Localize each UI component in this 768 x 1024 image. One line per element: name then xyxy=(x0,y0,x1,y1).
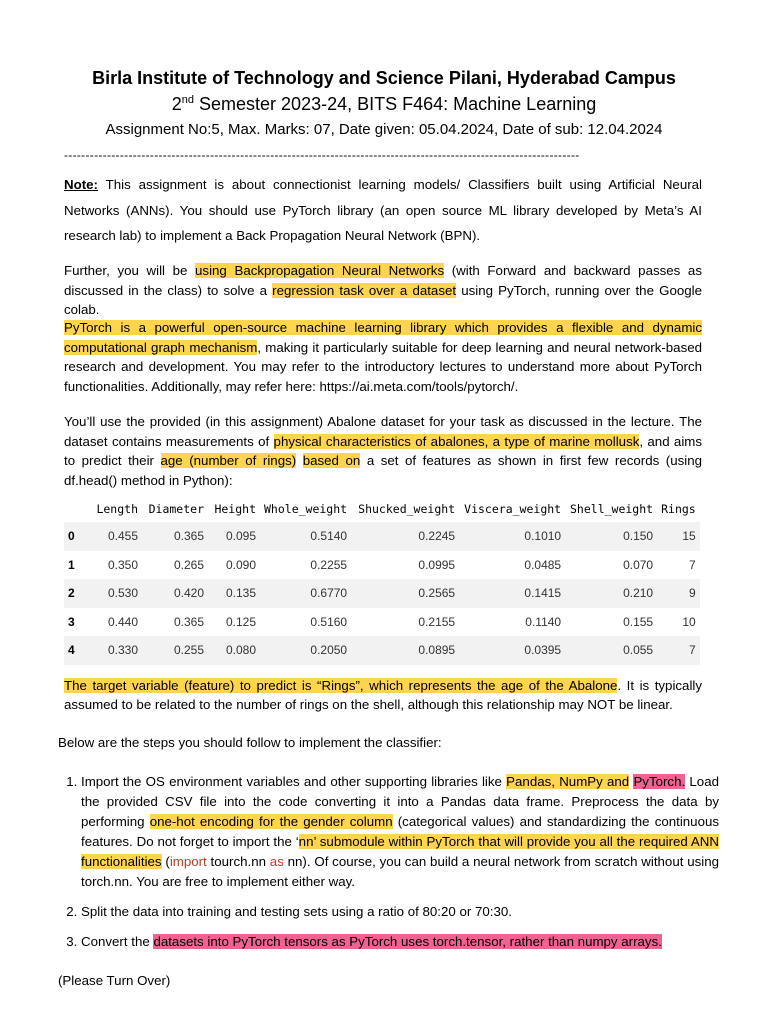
text-run: a set of features as shown in first few records (using df.head() method in Python): xyxy=(64,453,702,488)
text-run: , making it particularly suitable for deep learning and neural network-based research and development. You may refer to the introductory lectures to understand more about PyTorch functionalities. Additionally, may refer here: https://ai.meta.com/tools/pytorch/. xyxy=(64,339,703,394)
table-row xyxy=(64,608,700,637)
pytorch-paragraph xyxy=(64,318,702,396)
target-paragraph xyxy=(64,676,702,714)
course-line xyxy=(0,94,768,115)
table-cell: 0.265 xyxy=(173,557,204,572)
text-run: Convert the xyxy=(81,934,154,949)
text-run: Import the OS environment variables and other supporting libraries like xyxy=(81,774,507,789)
column-header: Diameter xyxy=(148,502,204,516)
table-cell: 0.440 xyxy=(107,614,138,629)
divider-rule: ------------------------------------------------------------------------------------------------------------------------ xyxy=(64,148,580,162)
highlight-pytorch: PyTorch is a powerful open-source machine learning library which provides a flexible and dynamic computational graph mechanism xyxy=(64,320,702,355)
table-cell: 0.5160 xyxy=(310,614,348,629)
keyword-import: import xyxy=(169,854,207,869)
table-cell: 7 xyxy=(657,636,700,665)
steps-intro: Below are the steps you should follow to implement the classifier: xyxy=(58,735,442,750)
row-index: 3 xyxy=(68,614,75,629)
highlight-one-hot: one-hot encoding for the gender column xyxy=(149,814,393,829)
table-cell: 0.1415 xyxy=(459,579,565,608)
table-row xyxy=(64,636,700,665)
table-cell: 0.255 xyxy=(142,636,208,665)
table-cell: 0.455 xyxy=(88,522,142,551)
row-index: 4 xyxy=(64,636,88,665)
text-run: (categorical values) and standardizing the continuous features. Do not forget to import the ‘ xyxy=(81,814,720,849)
column-header: Shell_weight xyxy=(570,502,654,516)
table-cell: 0.1010 xyxy=(459,522,565,551)
highlight-pytorch-pink: PyTorch. xyxy=(633,774,686,789)
table-cell: 0.420 xyxy=(142,579,208,608)
please-turn-over: (Please Turn Over) xyxy=(58,973,171,988)
table-cell: 0.080 xyxy=(208,636,260,665)
table-cell: 0.090 xyxy=(225,557,256,572)
table-cell: 0.2050 xyxy=(260,636,351,665)
text-run: using PyTorch, running over the Google colab. xyxy=(64,282,702,317)
table-cell: 0.125 xyxy=(225,614,256,629)
table-cell: 0.530 xyxy=(88,579,142,608)
table-cell: 0.2155 xyxy=(418,614,456,629)
note-paragraph xyxy=(64,172,702,249)
highlight-nn-module: nn’ submodule within PyTorch that will provide you all the required ANN functionalities xyxy=(81,834,719,869)
highlight-regression: regression task over a dataset xyxy=(272,282,457,298)
step-3 xyxy=(81,932,719,952)
table-cell: 0.2565 xyxy=(351,579,459,608)
text-run: . It is typically assumed to be related to the number of rings on the shell, although this relationship may NOT be linear. xyxy=(64,678,703,712)
table-cell: 0.0395 xyxy=(459,636,565,665)
row-index: 0 xyxy=(64,522,88,551)
table-cell: 0.365 xyxy=(142,522,208,551)
table-cell: 0.2255 xyxy=(310,557,348,572)
semester-suffix: nd xyxy=(181,94,195,106)
highlight-based-on: based on xyxy=(302,453,361,468)
steps-list xyxy=(64,772,719,952)
table-cell: 0.135 xyxy=(208,579,260,608)
column-header: Height xyxy=(214,502,256,516)
text-run: You’ll use the provided (in this assignment) Abalone dataset for your task as discussed in the lecture. The dataset contains measurements of xyxy=(64,414,702,449)
table-cell: 7 xyxy=(689,557,696,572)
table-cell: 0.095 xyxy=(208,522,260,551)
table-cell: 0.330 xyxy=(88,636,142,665)
row-index: 1 xyxy=(68,557,75,572)
column-header: Length xyxy=(96,502,138,516)
step-1 xyxy=(81,772,719,892)
text-run: ( xyxy=(161,854,170,869)
table-cell: 0.0895 xyxy=(351,636,459,665)
table-cell: 0.350 xyxy=(107,557,138,572)
index-header xyxy=(64,496,88,522)
table-cell: 0.210 xyxy=(565,579,657,608)
table-cell: 0.1140 xyxy=(525,614,562,629)
column-header: Shucked_weight xyxy=(358,502,456,516)
dataset-paragraph xyxy=(64,412,702,490)
table-cell: 0.155 xyxy=(623,614,654,629)
table-cell: 10 xyxy=(682,614,696,629)
highlight-libraries: Pandas, NumPy and xyxy=(506,774,630,789)
table-cell: 9 xyxy=(657,579,700,608)
table-cell: 15 xyxy=(657,522,700,551)
table-cell: 0.055 xyxy=(565,636,657,665)
note-label: Note: xyxy=(64,177,98,192)
column-header: Viscera_weight xyxy=(464,502,562,516)
assignment-line: Assignment No:5, Max. Marks: 07, Date given: 05.04.2024, Date of sub: 12.04.2024 xyxy=(105,121,663,138)
highlight-abalone: physical characteristics of abalones, a type of marine mollusk xyxy=(273,433,640,449)
text-run: Further, you will be xyxy=(64,263,196,278)
table-cell: 0.6770 xyxy=(260,579,351,608)
keyword-as: as xyxy=(269,854,284,869)
text-run xyxy=(296,453,303,468)
table-row xyxy=(64,551,700,580)
dataframe-head-table xyxy=(64,496,700,665)
column-header: Whole_weight xyxy=(264,502,348,516)
semester-number: 2 xyxy=(171,94,182,114)
task-paragraph xyxy=(64,261,702,320)
table-cell: 0.070 xyxy=(623,557,654,572)
table-row xyxy=(64,522,700,551)
highlight-age: age (number of rings) xyxy=(160,453,297,468)
table-cell: 0.2245 xyxy=(351,522,459,551)
table-cell: 0.0995 xyxy=(418,557,456,572)
course-title: Semester 2023-24, BITS F464: Machine Learning xyxy=(194,94,597,114)
table-row xyxy=(64,579,700,608)
text-run: Load the provided CSV file into the code converting it into a Pandas data frame. Preprocess the data by performing xyxy=(81,774,719,829)
institute-title: Birla Institute of Technology and Science Pilani, Hyderabad Campus xyxy=(92,68,676,88)
table-cell: 0.150 xyxy=(565,522,657,551)
table-cell: 0.5140 xyxy=(260,522,351,551)
highlight-target: The target variable (feature) to predict is “Rings”, which represents the age of the Abalone xyxy=(64,678,618,693)
note-text: This assignment is about connectionist learning models/ Classifiers built using Artificial Neural Networks (ANNs). You should use PyTorch library (an open source ML library developed by Meta’s AI research lab) to implement a Back Propagation Neural Network (BPN). xyxy=(64,177,702,243)
table-cell: 0.365 xyxy=(173,614,204,629)
column-header: Rings xyxy=(661,502,696,516)
highlight-bpn: using Backpropagation Neural Networks xyxy=(195,263,445,278)
highlight-tensors: datasets into PyTorch tensors as PyTorch uses torch.tensor, rather than numpy arrays. xyxy=(153,934,662,949)
text-run: (with Forward and backward passes as discussed in the class) to solve a xyxy=(64,263,702,298)
row-index: 2 xyxy=(64,579,88,608)
table-cell: 0.0485 xyxy=(524,557,562,572)
text-run: nn). Of course, you can build a neural network from scratch without using torch.nn. You are free to implement either way. xyxy=(81,854,719,889)
text-run: tourch.nn xyxy=(206,854,270,869)
step-2: 2. Split the data into training and testing sets using a ratio of 80:20 or 70:30. xyxy=(81,902,719,922)
table-header-row xyxy=(64,496,700,522)
text-run: , and aims to predict their xyxy=(64,433,703,468)
